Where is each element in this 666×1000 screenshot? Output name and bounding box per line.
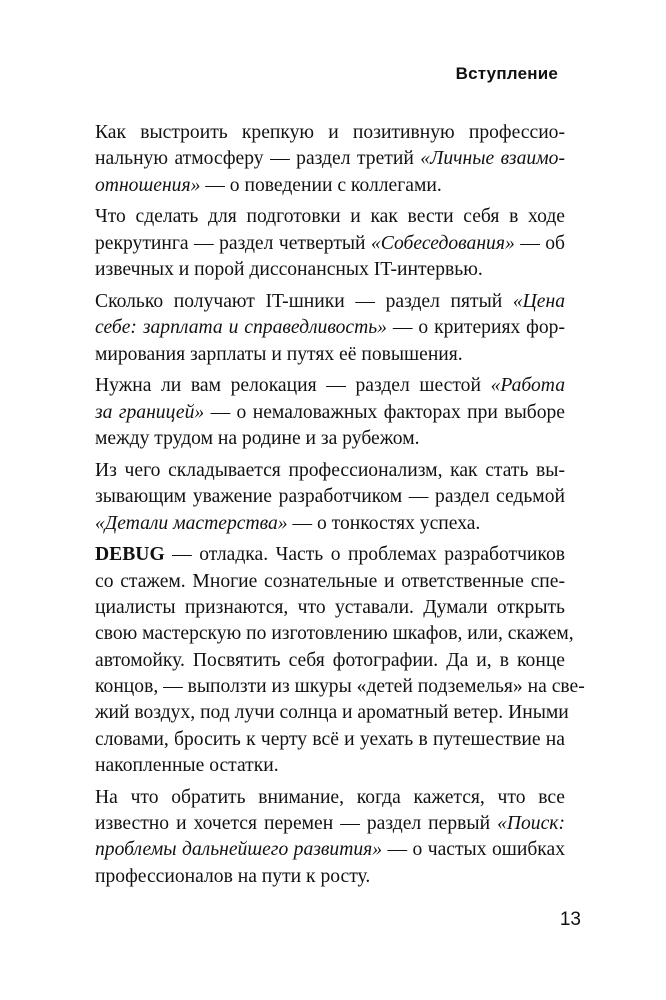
- text-segment: зывающим уважение разработчиком — раздел седьмой: [95, 486, 565, 508]
- page-number: 13: [559, 909, 581, 930]
- bold-segment: DEBUG: [95, 544, 165, 566]
- text-segment: — о немаловажных факторах при выборе: [204, 401, 565, 423]
- text-line: [95, 837, 565, 863]
- text-segment: профессионалов на пути к росту.: [95, 865, 371, 887]
- text-segment: Что сделать для подготовки и как вести себя в ходе: [95, 206, 565, 228]
- text-segment: рекрутинга — раздел четвертый: [95, 232, 371, 254]
- italic-segment: «Поиск:: [497, 812, 565, 834]
- text-line: [95, 289, 565, 315]
- text-line: [95, 700, 569, 726]
- text-segment: нальную атмосферу — раздел третий: [95, 148, 421, 170]
- text-segment: — о критериях фор-: [386, 317, 566, 339]
- text-line: [95, 811, 565, 837]
- text-line: [95, 542, 565, 568]
- text-line: [95, 146, 565, 172]
- text-segment: На что обратить внимание, когда кажется, что все: [95, 786, 565, 808]
- text-line: [95, 204, 565, 230]
- text-segment: Как выстроить крепкую и позитивную профессио-: [95, 122, 565, 143]
- text-segment: Нужна ли вам релокация — раздел шестой: [95, 375, 491, 397]
- text-line: [95, 569, 565, 595]
- paragraph: [95, 120, 565, 199]
- text-segment: свою мастерскую по изготовлению шкафов, или, скажем,: [95, 623, 574, 645]
- text-line: [95, 511, 565, 537]
- italic-segment: себе: зарплата и справедливость»: [95, 317, 387, 339]
- text-line: [95, 315, 565, 341]
- paragraph: [95, 458, 565, 537]
- text-segment: циалисты признаются, что уставали. Думали открыть: [95, 597, 565, 619]
- text-line: [95, 373, 565, 399]
- italic-segment: отношения»: [95, 174, 201, 196]
- text-segment: — об: [514, 232, 565, 254]
- text-line: [95, 400, 565, 426]
- italic-segment: проблемы дальнейшего развития»: [95, 839, 383, 861]
- text-segment: мирования зарплаты и путях её повышения.: [95, 343, 463, 365]
- text-line: [95, 753, 565, 779]
- text-segment: — отладка. Часть о проблемах разработчиков: [164, 544, 565, 566]
- text-line: [95, 864, 565, 890]
- text-segment: автомойку. Посвятить себя фотографии. Да и, в конце: [95, 649, 565, 671]
- italic-segment: «Детали мастерства»: [95, 512, 288, 534]
- text-line: [95, 621, 574, 647]
- text-segment: словами, бросить к черту всё и уехать в путешествие на: [95, 728, 565, 750]
- text-segment: — о частых ошибках: [382, 839, 566, 861]
- text-segment: Из чего складывается профессионализм, как стать вы-: [95, 459, 565, 481]
- italic-segment: «Собеседования»: [370, 232, 515, 254]
- text-segment: — о тонкостях успеха.: [287, 512, 481, 534]
- paragraph: [95, 289, 565, 368]
- text-line: [95, 727, 565, 753]
- text-line: [95, 231, 565, 257]
- text-segment: со стажем. Многие сознательные и ответственные спе-: [95, 570, 565, 592]
- text-line: [95, 785, 565, 811]
- text-line: [95, 484, 565, 510]
- text-segment: — о поведении с коллегами.: [200, 174, 442, 196]
- text-line: [95, 257, 565, 283]
- text-line: [95, 674, 585, 700]
- italic-segment: «Цена: [512, 290, 565, 312]
- text-segment: известно и хочется перемен — раздел первый: [95, 812, 498, 834]
- text-segment: жий воздух, под лучи солнца и ароматный ветер. Иными: [95, 702, 569, 724]
- text-line: [95, 595, 565, 621]
- paragraph: [95, 542, 585, 779]
- text-segment: накопленные остатки.: [95, 754, 279, 776]
- text-segment: между трудом на родине и за рубежом.: [95, 428, 420, 450]
- italic-segment: за границей»: [95, 401, 205, 423]
- text-segment: извечных и порой диссонансных IT-интервью.: [95, 259, 483, 281]
- text-line: [95, 120, 565, 146]
- text-line: [95, 173, 565, 199]
- body-text: [95, 120, 585, 895]
- paragraph: [95, 785, 565, 890]
- text-segment: концов, — выползти из шкуры «детей подземелья» на све-: [95, 675, 585, 697]
- text-segment: Сколько получают IT-шники — раздел пятый: [95, 290, 513, 312]
- italic-segment: «Личные взаимо-: [420, 148, 565, 170]
- text-line: [95, 342, 565, 368]
- paragraph: [95, 373, 565, 452]
- paragraph: [95, 204, 565, 283]
- text-line: [95, 458, 565, 484]
- italic-segment: «Работа: [490, 375, 565, 397]
- text-line: [95, 648, 565, 674]
- running-head-title: Вступление: [455, 64, 558, 83]
- text-line: [95, 426, 565, 452]
